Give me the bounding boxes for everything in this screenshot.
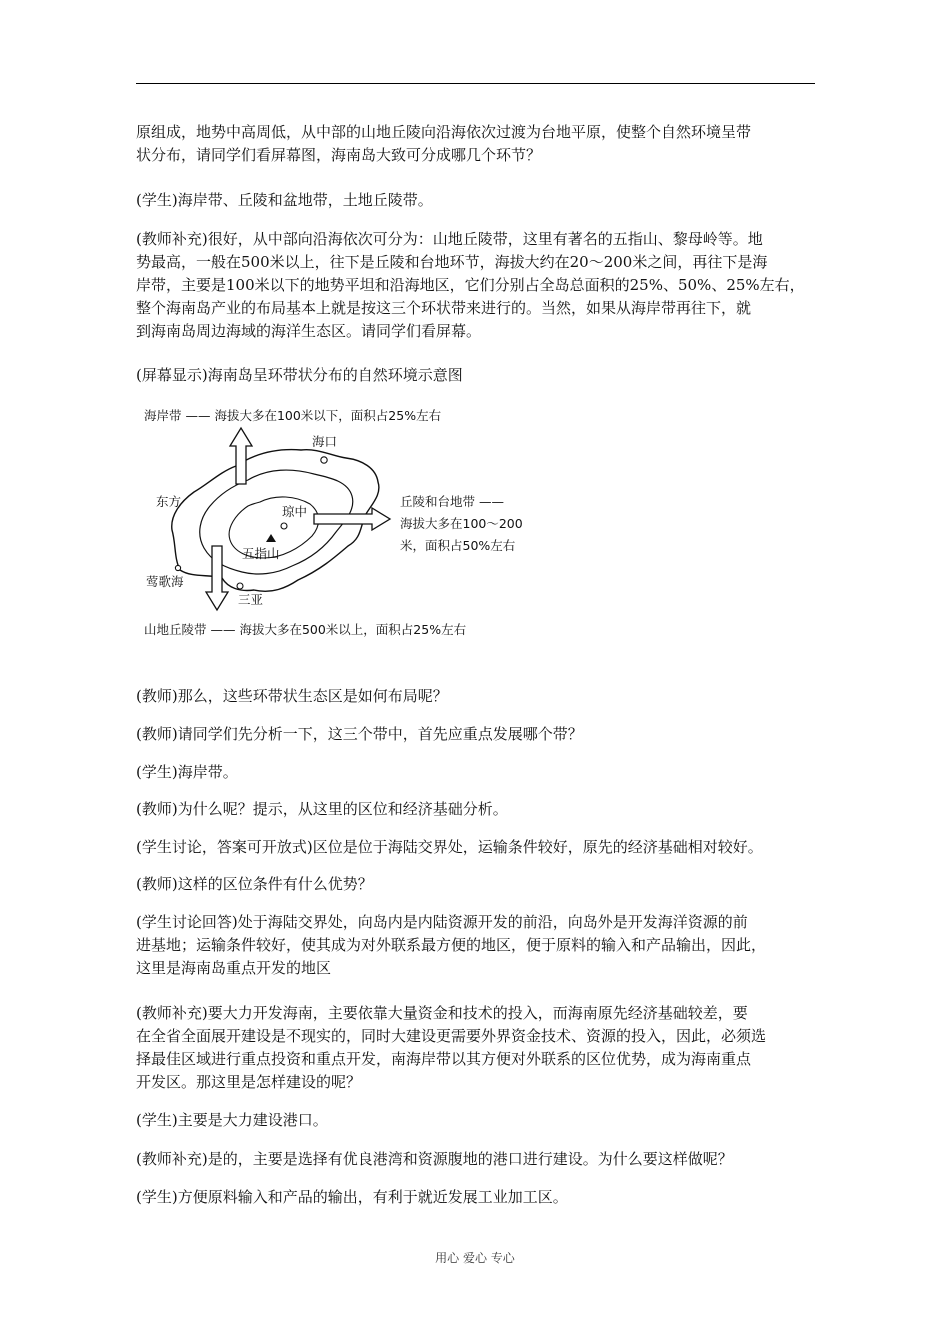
haikou-label: 海口 — [312, 434, 338, 449]
paragraph-student-answer: (学生)海岸带、丘陵和盆地带，土地丘陵带。 — [136, 191, 433, 209]
hainan-zonation-diagram — [136, 398, 556, 648]
paragraph-teacher-supplement-3: (教师补充)是的，主要是选择有优良港湾和资源腹地的港口进行建设。为什么要这样做呢？ — [136, 1150, 733, 1168]
arrow-up-coast — [230, 428, 252, 484]
paragraph-teacher-3: (教师)为什么呢？提示，从这里的区位和经济基础分析。 — [136, 800, 508, 818]
wuzhishan-peak-icon — [266, 534, 276, 542]
header-rule — [136, 83, 815, 84]
coast-zone-label: 海岸带 —— 海拔大多在100米以下，面积占25%左右 — [144, 408, 442, 423]
hill-zone-label-3: 米，面积占50%左右 — [400, 538, 516, 553]
sanya-marker — [237, 583, 243, 589]
paragraph-student-1: (学生)海岸带。 — [136, 763, 238, 781]
paragraph-intro: 原组成，地势中高周低，从中部的山地丘陵向沿海依次过渡为台地平原，使整个自然环境呈带 状分布，请同学们看屏幕图，海南岛大致可分成哪几个环节？ — [136, 123, 752, 164]
qiongzhong-marker — [281, 523, 287, 529]
paragraph-teacher-supplement-2: (教师补充)要大力开发海南，主要依靠大量资金和技术的投入，而海南原先经济基础较差，要 在全省全面展开建设是不现实的，同时大建设更需要外界资金技术、资源的投入，因此，必须选 择最佳区域进行重点投资和重点开发，南海岸带以其方便对外联系的区位优势，成为海南重点 开发区。那这里是怎样建设的呢？ — [136, 1004, 767, 1091]
dongfang-label: 东方 — [156, 494, 182, 509]
paragraph-teacher-supplement: (教师补充)很好，从中部向沿海依次可分为：山地丘陵带，这里有著名的五指山、黎母岭等。地 势最高，一般在500米以上，往下是丘陵和台地环节，海拔大约在20～200米之间，再往下是海 岸带，主要是100米以下的地势平坦和沿海地区，它们分别占全岛总面积的25%、50%、25%左右， 整个海南岛产业的布局基本上就是按这三个环状带来进行的。当然，如果从海岸带再往下，就 到海南岛周边海域的海洋生态区。请同学们看屏幕。 — [136, 230, 805, 340]
arrow-right-hill — [314, 508, 390, 530]
page-footer: 用心 爱心 专心 — [435, 1251, 515, 1265]
paragraph-student-3: (学生)方便原料输入和产品的输出，有利于就近发展工业加工区。 — [136, 1188, 568, 1206]
paragraph-student-discussion: (学生讨论，答案可开放式)区位是位于海陆交界处，运输条件较好，原先的经济基础相对较好。 — [136, 838, 763, 856]
hill-zone-label-1: 丘陵和台地带 —— — [400, 494, 504, 509]
qiongzhong-label: 琼中 — [282, 504, 308, 519]
mountain-zone-label: 山地丘陵带 —— 海拔大多在500米以上，面积占25%左右 — [144, 622, 467, 637]
wuzhishan-label: 五指山 — [242, 546, 280, 561]
yinggehai-label: 莺歌海 — [146, 574, 184, 589]
figure-caption: (屏幕显示)海南岛呈环带状分布的自然环境示意图 — [136, 366, 463, 384]
sanya-label: 三亚 — [238, 592, 264, 607]
paragraph-student-discussion-answer: (学生讨论回答)处于海陆交界处，向岛内是内陆资源开发的前沿，向岛外是开发海洋资源的前 进基地；运输条件较好，使其成为对外联系最方便的地区，便于原料的输入和产品输出，因此， 这里是海南岛重点开发的地区 — [136, 913, 767, 977]
paragraph-teacher-4: (教师)这样的区位条件有什么优势？ — [136, 875, 373, 893]
paragraph-student-2: (学生)主要是大力建设港口。 — [136, 1111, 328, 1129]
paragraph-teacher-2: (教师)请同学们先分析一下，这三个带中，首先应重点发展哪个带？ — [136, 725, 583, 743]
haikou-marker — [321, 457, 327, 463]
hill-zone-label-2: 海拔大多在100～200 — [400, 516, 523, 531]
yinggehai-marker — [175, 565, 180, 570]
paragraph-teacher-1: (教师)那么，这些环带状生态区是如何布局呢？ — [136, 687, 448, 705]
